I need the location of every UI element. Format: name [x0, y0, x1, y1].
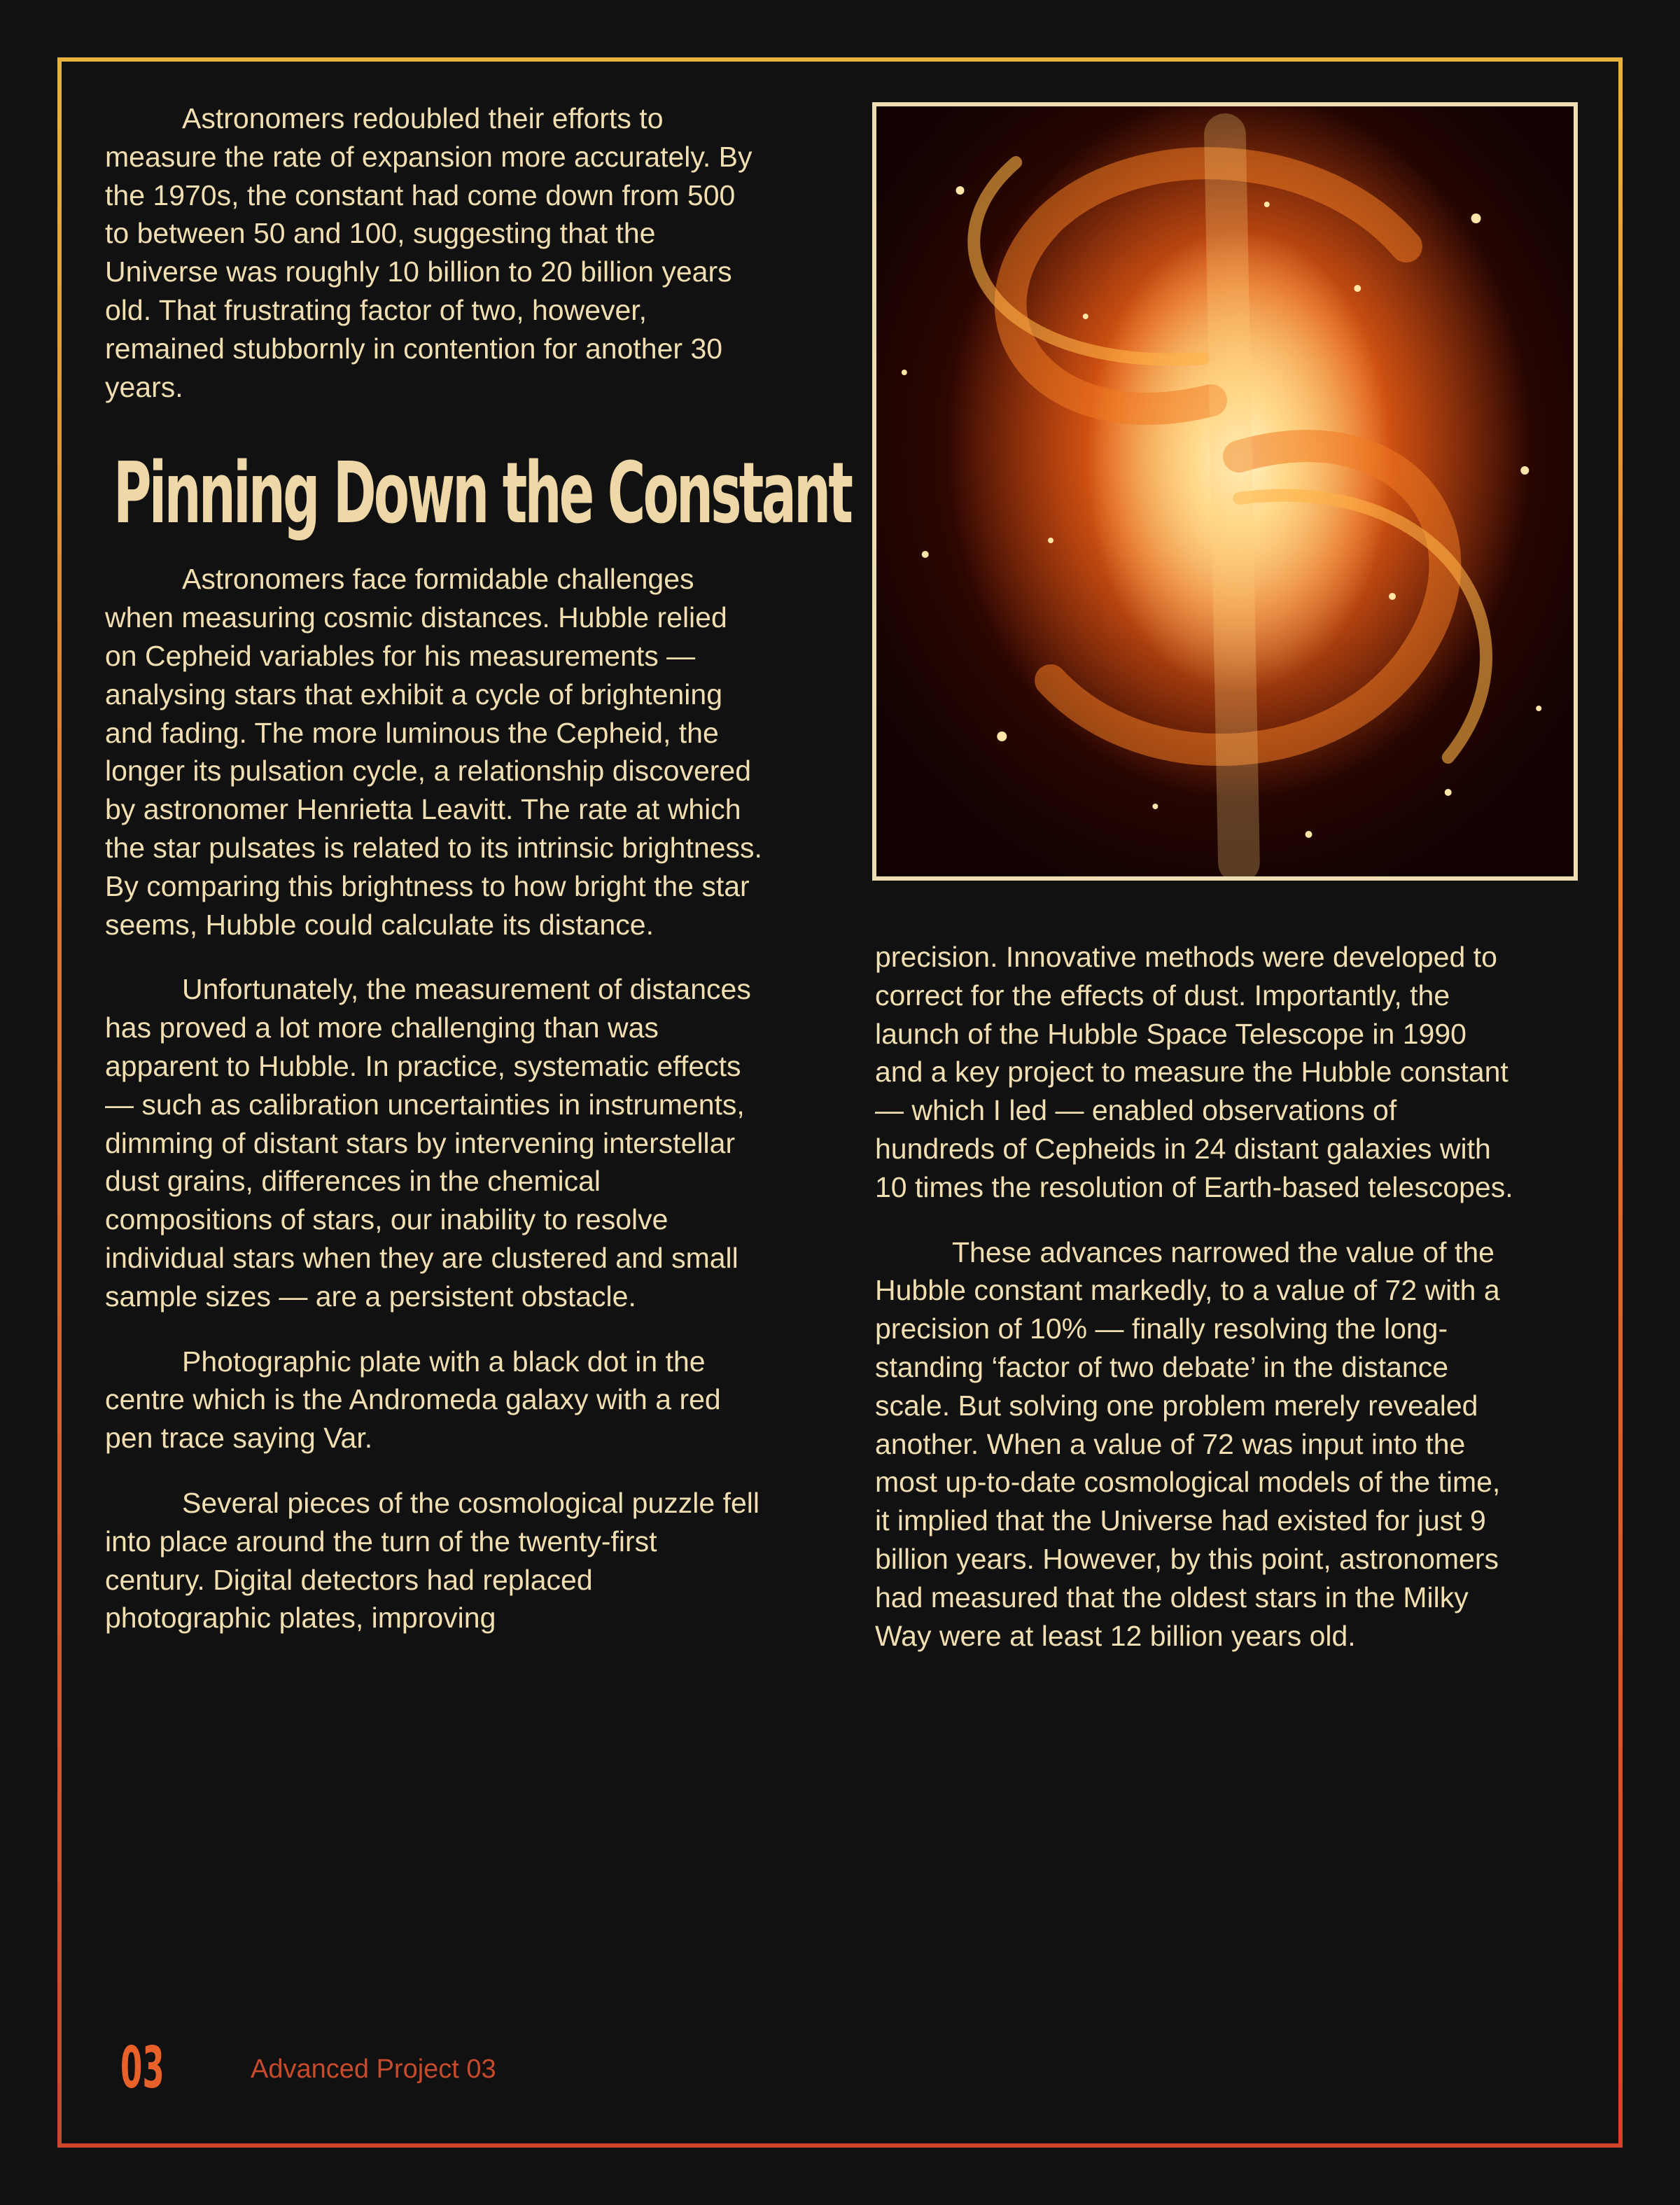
- body-paragraph: Astronomers redoubled their efforts to measure the rate of expansion more accurately. By the 1970s, the constant had come down from 500 to between 50 and 100, suggesting that the Universe was roughly 10 billion to 20 billion years old. That frustrating factor of two, however, remained stubbornly in contention for another 30 years.: [105, 102, 752, 403]
- right-column: [875, 938, 1519, 1681]
- body-paragraph: These advances narrowed the value of the Hubble constant markedly, to a value of 72 with a precision of 10% — finally resolving the long-standing ‘factor of two debate’ in the distance scale. But solving one problem merely revealed another. When a value of 72 was input into the most up-to-date cosmological models of the time, it implied that the Universe had existed for just 9 billion years. However, by this point, astronomers had measured that the oldest stars in the Milky Way were at least 12 billion years old.: [875, 1236, 1501, 1652]
- galaxy-photo: [872, 102, 1578, 881]
- body-paragraph: Several pieces of the cosmological puzzle fell into place around the turn of the twenty-first century. Digital detectors had replaced photographic plates, improving: [105, 1486, 760, 1634]
- left-column: [105, 99, 851, 1664]
- section-heading: Pinning Down the Constant: [113, 445, 851, 543]
- footer-title: Advanced Project 03: [251, 2054, 496, 2084]
- body-paragraph: Unfortunately, the measurement of distances has proved a lot more challenging than was apparent to Hubble. In practice, systematic effects — such as calibration uncertainties in instruments, dimming of distant stars by intervening interstellar dust grains, differences in the chemical compositions of stars, our inability to resolve individual stars when they are clustered and small sample sizes — are a persistent obstacle.: [105, 973, 751, 1312]
- body-paragraph: precision. Innovative methods were developed to correct for the effects of dust. Importantly, the launch of the Hubble Space Telescope in 1990 and a key project to measure the Hubble constant — which I led — enabled observations of hundreds of Cepheids in 24 distant galaxies with 10 times the resolution of Earth-based telescopes.: [875, 941, 1513, 1203]
- body-paragraph: Photographic plate with a black dot in the centre which is the Andromeda galaxy with a red pen trace saying Var.: [105, 1345, 721, 1455]
- page-number: 03: [120, 2035, 164, 2101]
- galaxy-illustration: [876, 106, 1574, 876]
- body-paragraph: Astronomers face formidable challenges when measuring cosmic distances. Hubble relied on Cepheid variables for his measurements — analysing stars that exhibit a cycle of brightening and fading. The more luminous the Cepheid, the longer its pulsation cycle, a relationship discovered by astronomer Henrietta Leavitt. The rate at which the star pulsates is related to its intrinsic brightness. By comparing this brightness to how bright the star seems, Hubble could calculate its distance.: [105, 563, 762, 941]
